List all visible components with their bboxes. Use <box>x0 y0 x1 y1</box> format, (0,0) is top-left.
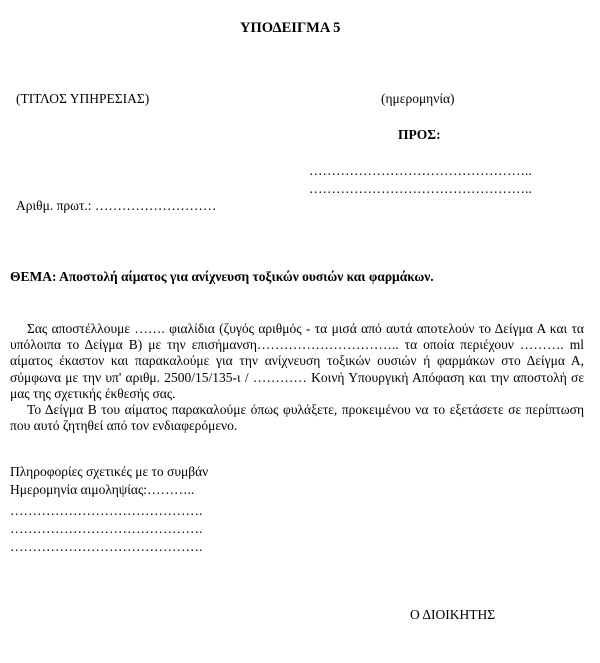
body-text <box>10 321 584 434</box>
info-label: Πληροφορίες σχετικές με το συμβάν <box>10 464 209 479</box>
to-label: ΠΡΟΣ: <box>398 127 441 142</box>
body-paragraph-1: Σας αποστέλλουμε ……. φιαλίδια (ζυγός αριθμός - τα μισά από αυτά αποτελούν το Δείγμα Α και τα υπόλοιπα το Δείγμα Β) με την επισήμανση………………………….. τα οποία περιέχουν ………. ml αίματος έκαστον και παρακαλούμε για την ανίχνευση τοξικών ουσιών ή φαρμάκων στο Δείγμα Α, σύμφωνα με την υπ' αριθμ. 2500/15/135-ι / ………… Κοινή Υπουργική Απόφαση και την αποστολή σε μας της σχετικής έκθεσής σας. <box>10 321 584 401</box>
date-placeholder: (ημερομηνία) <box>381 91 455 106</box>
signature-director: Ο ΔΙΟΙΚΗΤΗΣ <box>410 607 496 622</box>
recipient-line-2: ………………………………………….. <box>309 181 532 196</box>
document-header-title: ΥΠΟΔΕΙΓΜΑ 5 <box>240 20 341 36</box>
info-line-1: ……………………………………. <box>10 503 203 518</box>
protocol-number: Αριθμ. πρωτ.: ……………………… <box>16 198 217 213</box>
recipient-line-1: ………………………………………….. <box>309 163 532 178</box>
body-paragraph-2: Το Δείγμα Β του αίματος παρακαλούμε όπως φυλάξετε, προκειμένου να το εξετάσετε σε περίπτωση που αυτό ζητηθεί από τον ενδιαφερόμενο. <box>10 402 584 434</box>
info-line-3: ……………………………………. <box>10 539 203 554</box>
info-line-2: ……………………………………. <box>10 521 203 536</box>
subject-line: ΘΕΜΑ: Αποστολή αίματος για ανίχνευση τοξικών ουσιών και φαρμάκων. <box>10 269 434 284</box>
service-title: (ΤΙΤΛΟΣ ΥΠΗΡΕΣΙΑΣ) <box>16 91 150 106</box>
blood-sampling-date: Ημερομηνία αιμοληψίας:……….. <box>10 482 195 497</box>
